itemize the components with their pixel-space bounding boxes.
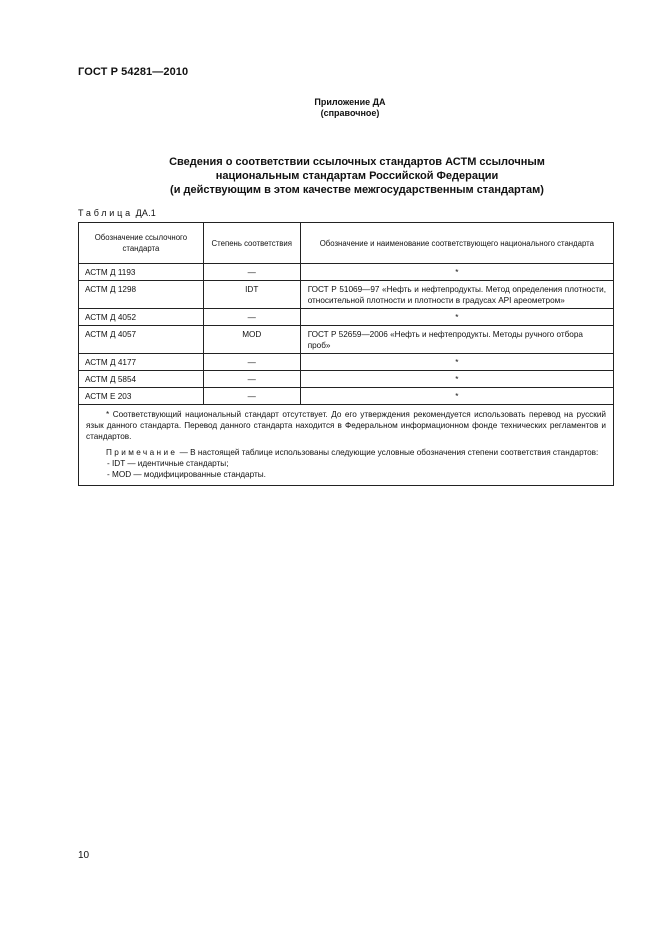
national-standard-cell: ГОСТ Р 51069—97 «Нефть и нефтепродукты. Метод определения плотности, относительной плотности и плотности в градусах API ареометром» [300,281,613,309]
correspondence-table [78,222,614,486]
column-header-reference: Обозначение ссылочного стандарта [79,223,204,264]
appendix-heading [0,97,661,119]
national-standard-cell: * [300,371,613,388]
reference-cell: АСТМ Д 4052 [79,309,204,326]
table-notes-row [79,405,614,486]
note-list-item: - IDT — идентичные стандарты; [107,459,229,468]
table-row [79,326,614,354]
national-standard-cell: * [300,388,613,405]
table-caption [78,208,156,218]
title-line: (и действующим в этом качестве межгосударственным стандартам) [170,184,544,196]
note-text: — В настоящей таблице использованы следующие условные обозначения степени соответствия стандартов: [177,448,599,457]
table-row [79,354,614,371]
table-row [79,309,614,326]
document-designation: ГОСТ Р 54281—2010 [78,66,189,78]
note-label: Примечание [106,448,178,457]
degree-cell: — [203,309,300,326]
table-caption-number: ДА.1 [135,208,156,218]
page-number: 10 [78,850,90,861]
national-standard-cell: * [300,309,613,326]
table-caption-word: Таблица [78,208,133,218]
note-list-item: - MOD — модифицированные стандарты. [107,470,266,479]
reference-cell: АСТМ Д 4177 [79,354,204,371]
table-row [79,371,614,388]
reference-cell: АСТМ Д 1193 [79,264,204,281]
section-title [140,155,574,197]
table-row [79,264,614,281]
footnote: * Соответствующий национальный стандарт отсутствует. До его утверждения рекомендуется использовать перевод на русский язык данного стандарта. Перевод данного стандарта находится в Федеральном информационном фонде технических регламентов и стандартов. [86,410,606,441]
note-paragraph [86,447,606,458]
degree-cell: MOD [203,326,300,354]
appendix-subtitle: (справочное) [320,108,380,118]
degree-cell: — [203,388,300,405]
degree-cell: — [203,264,300,281]
table-row [79,281,614,309]
reference-cell: АСТМ Е 203 [79,388,204,405]
title-line: национальным стандартам Российской Федерации [215,170,499,182]
table-row [79,388,614,405]
national-standard-cell: * [300,354,613,371]
column-header-national: Обозначение и наименование соответствующего национального стандарта [300,223,613,264]
reference-cell: АСТМ Д 5854 [79,371,204,388]
degree-cell: IDT [203,281,300,309]
appendix-title: Приложение ДА [314,97,386,107]
reference-cell: АСТМ Д 4057 [79,326,204,354]
reference-cell: АСТМ Д 1298 [79,281,204,309]
degree-cell: — [203,371,300,388]
title-line: Сведения о соответствии ссылочных стандартов АСТМ ссылочным [169,156,545,168]
degree-cell: — [203,354,300,371]
national-standard-cell: * [300,264,613,281]
table-notes [79,405,614,486]
table-header-row [79,223,614,264]
column-header-degree: Степень соответствия [203,223,300,264]
national-standard-cell: ГОСТ Р 52659—2006 «Нефть и нефтепродукты. Методы ручного отбора проб» [300,326,613,354]
